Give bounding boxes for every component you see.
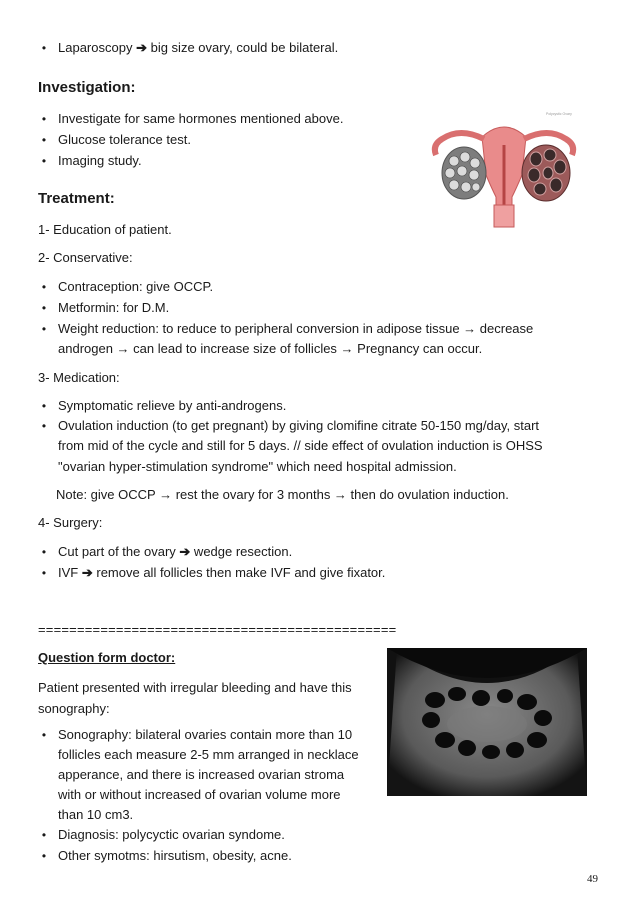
bullet-text: Other symotms: hirsutism, obesity, acne.: [58, 848, 292, 863]
separator-line: ==============================================: [38, 622, 397, 637]
bullet-weight-reduction-cont: androgen → can lead to increase size of follicles → Pregnancy can occur.: [58, 341, 483, 356]
ultrasound-image: [387, 648, 587, 796]
bullet-text: Ovulation induction (to get pregnant) by giving clomifine citrate 50-150 mg/day, start: [58, 418, 540, 433]
question-heading: Question form doctor:: [38, 650, 176, 665]
question-text-2: sonography:: [38, 701, 110, 716]
bullet-text: [58, 542, 292, 562]
bullet-text: Sonography: bilateral ovaries contain more than 10: [58, 727, 353, 742]
bullet-dot: •: [41, 849, 47, 863]
bullet-dot: •: [41, 399, 47, 413]
text-part: Cut part of the ovary: [58, 544, 180, 559]
arrow-icon: ➔: [136, 40, 147, 55]
bullet-dot: •: [41, 322, 47, 336]
sonography-cont-4: than 10 cm3.: [58, 807, 134, 822]
bullet-dot: •: [41, 133, 47, 147]
bullet-text: Investigate for same hormones mentioned above.: [58, 111, 344, 126]
bullet-dot: •: [41, 41, 47, 55]
page-number: 49: [587, 873, 598, 885]
bullet-dot: •: [41, 301, 47, 315]
sonography-cont-3: with or without increased of ovarian volume more: [58, 787, 341, 802]
bullet-text: Symptomatic relieve by anti-androgens.: [58, 398, 287, 413]
bullet-dot: •: [41, 280, 47, 294]
arrow-icon: ➔: [179, 544, 191, 559]
treatment-heading: Treatment:: [38, 190, 115, 207]
bullet-dot: •: [41, 154, 47, 168]
treatment-step-1: 1- Education of patient.: [38, 222, 172, 237]
bullet-dot: •: [41, 828, 47, 842]
text-part: wedge resection.: [190, 544, 293, 559]
arrow-icon: ➔: [81, 565, 93, 580]
text-part: Laparoscopy: [58, 40, 133, 55]
illustration-caption: Polycystic Ovary: [546, 112, 572, 116]
bullet-dot: •: [41, 566, 47, 580]
bullet-text: [58, 38, 338, 58]
bullet-dot: •: [41, 419, 47, 433]
investigation-heading: Investigation:: [38, 79, 136, 96]
sonography-cont-1: follicles each measure 2-5 mm arranged in necklace: [58, 747, 359, 762]
bullet-dot: •: [41, 728, 47, 742]
bullet-text: Glucose tolerance test.: [58, 132, 191, 147]
question-text-1: Patient presented with irregular bleeding and have this: [38, 680, 352, 695]
bullet-dot: •: [41, 112, 47, 126]
treatment-step-3: 3- Medication:: [38, 370, 120, 385]
sonography-cont-2: apperance, and there is increased ovarian stroma: [58, 767, 345, 782]
text-part: big size ovary, could be bilateral.: [146, 40, 339, 55]
text-part: remove all follicles then make IVF and give fixator.: [92, 565, 386, 580]
bullet-text: [58, 563, 385, 583]
text-part: IVF: [58, 565, 82, 580]
polycystic-ovary-illustration: [430, 105, 578, 230]
bullet-ovulation-cont-1: from mid of the cycle and still for 5 days. // side effect of ovulation induction is OHSS: [58, 438, 543, 453]
bullet-text: Metformin: for D.M.: [58, 300, 170, 315]
note-occp: Note: give OCCP → rest the ovary for 3 months → then do ovulation induction.: [56, 487, 509, 502]
bullet-ovulation-cont-2: "ovarian hyper-stimulation syndrome" which need hospital admission.: [58, 459, 457, 474]
bullet-text: Weight reduction: to reduce to peripheral conversion in adipose tissue → decrease: [58, 321, 534, 336]
treatment-step-4: 4- Surgery:: [38, 515, 103, 530]
bullet-text: Imaging study.: [58, 153, 142, 168]
bullet-text: Diagnosis: polycyctic ovarian syndome.: [58, 827, 285, 842]
bullet-dot: •: [41, 545, 47, 559]
treatment-step-2: 2- Conservative:: [38, 250, 133, 265]
bullet-text: Contraception: give OCCP.: [58, 279, 214, 294]
